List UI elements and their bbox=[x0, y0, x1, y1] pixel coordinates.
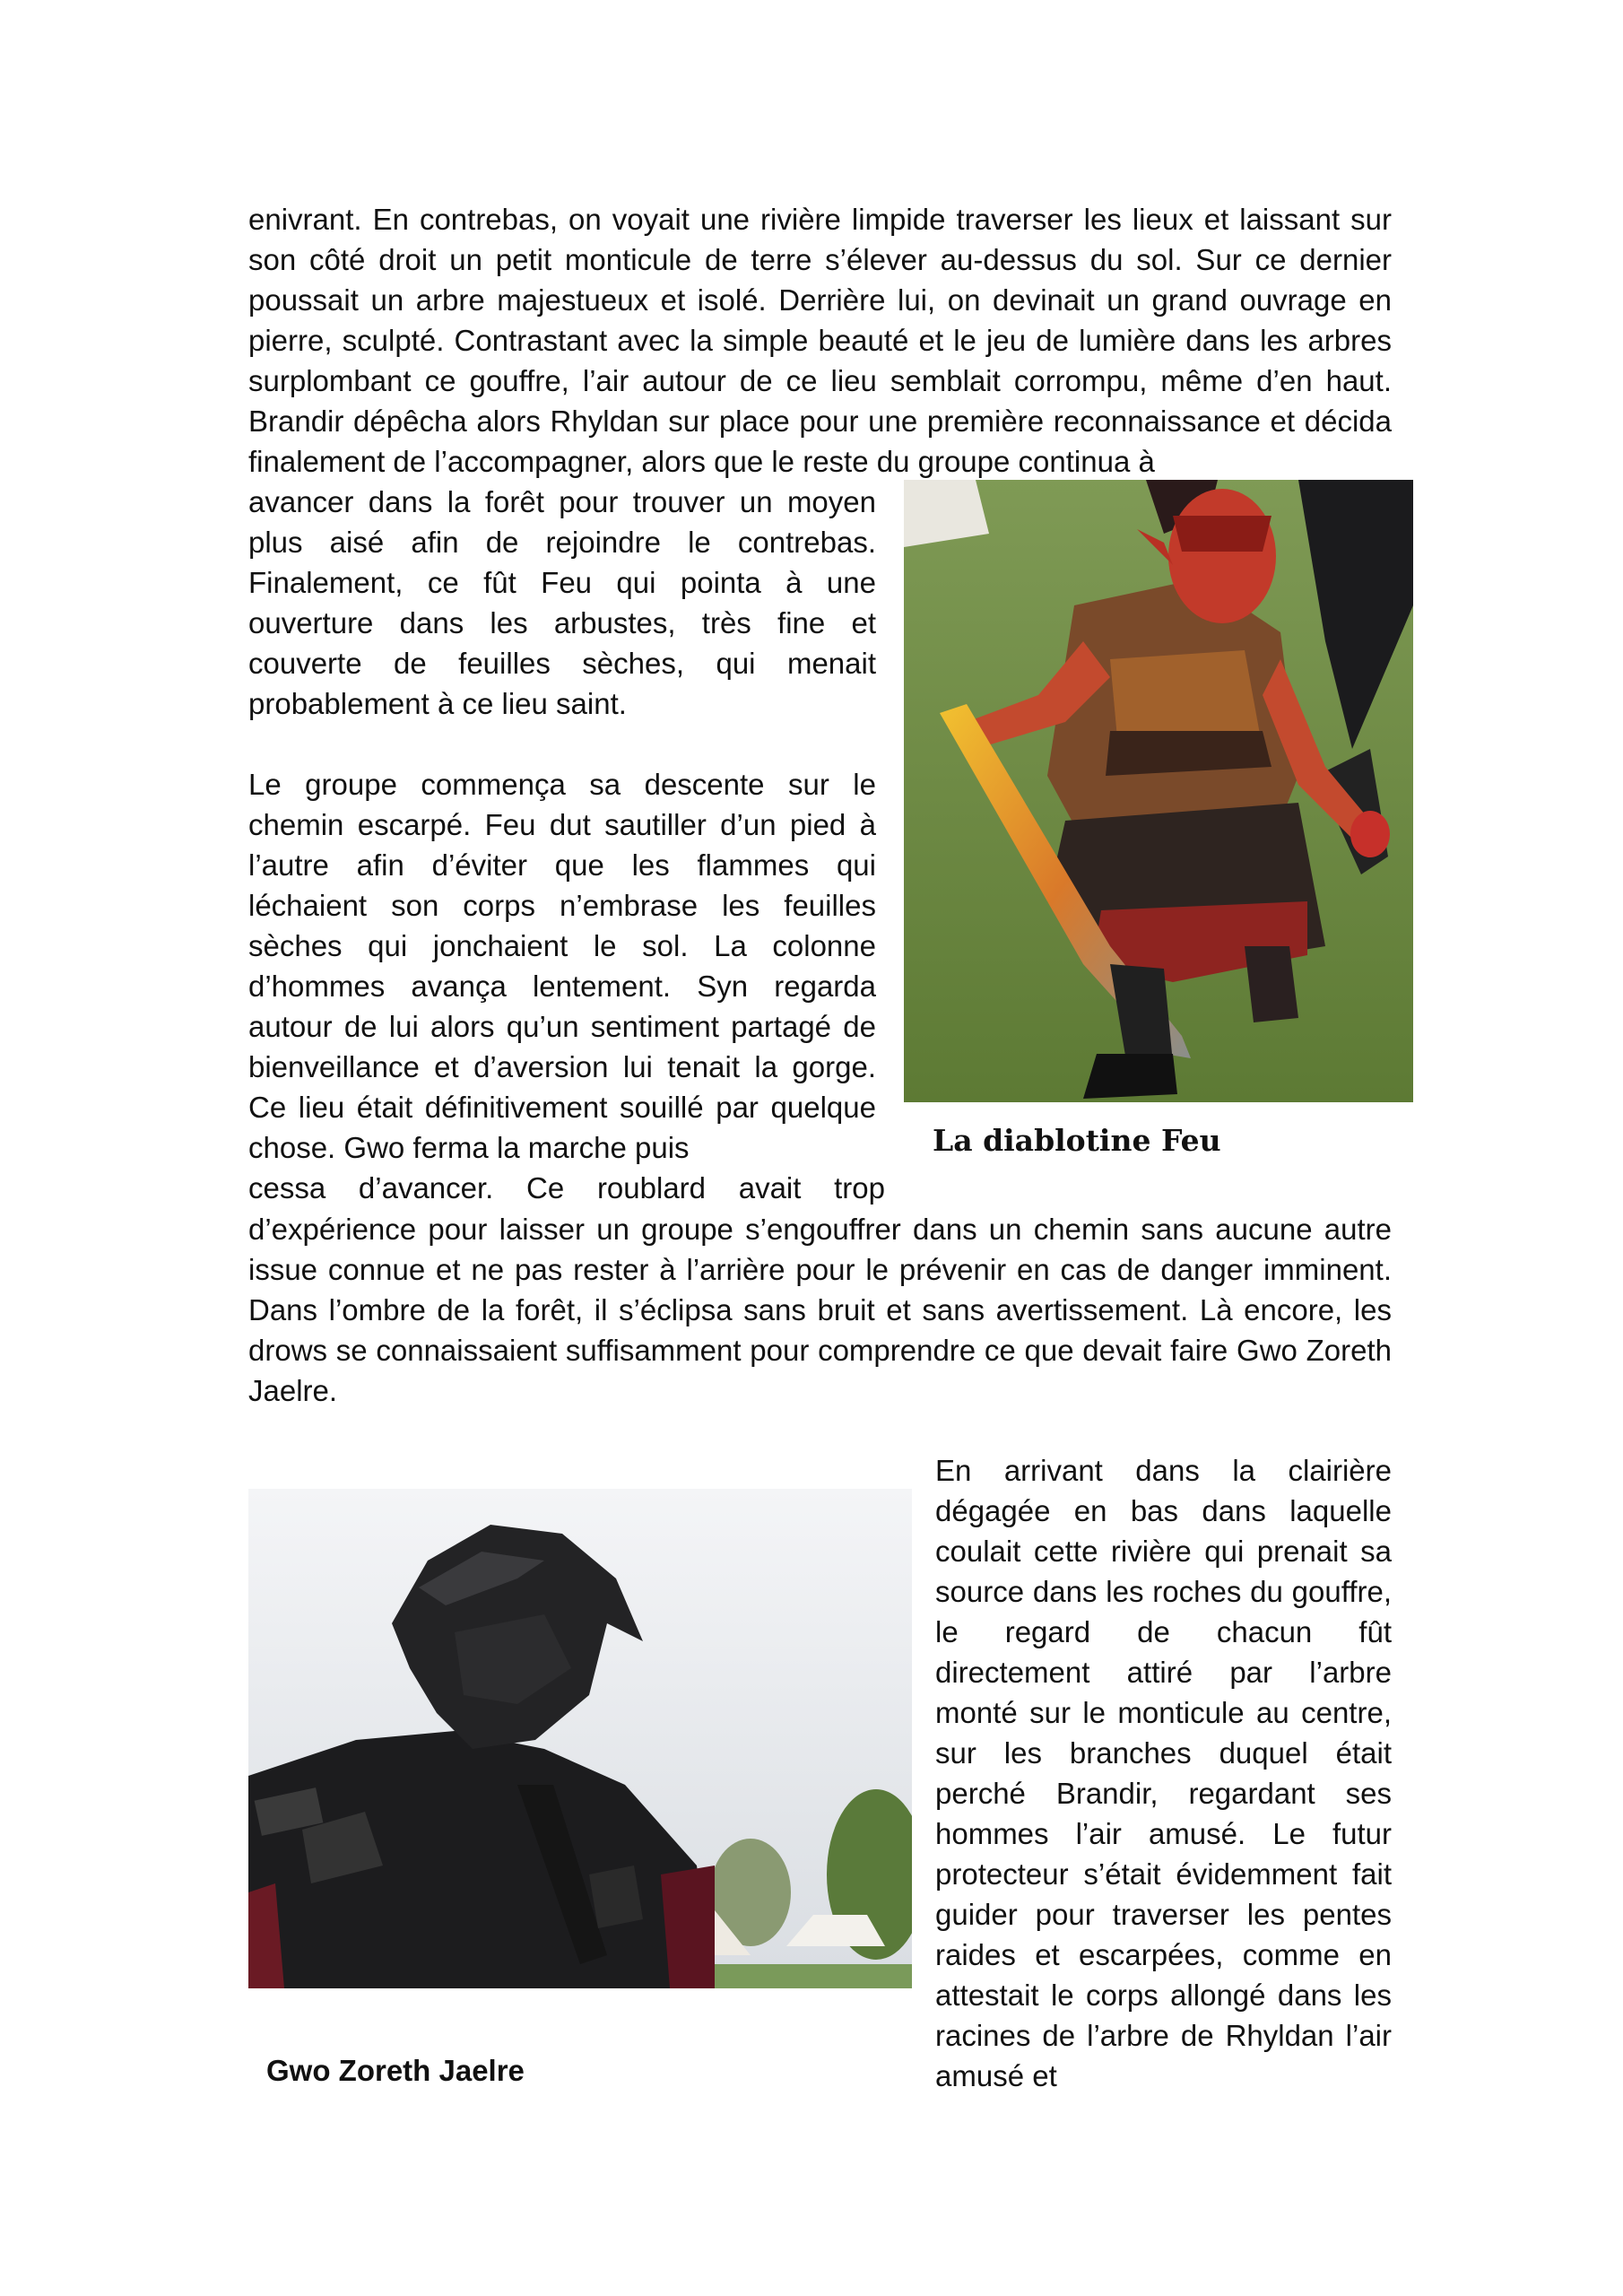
photo-gwo-zoreth-jaelre bbox=[248, 1489, 912, 1988]
caption-feu: La diablotine Feu bbox=[933, 1123, 1221, 1158]
paragraph-descent-continued: cessa d’avancer. Ce roublard avait trop bbox=[248, 1171, 885, 1205]
paragraph-descent: Le groupe commença sa descente sur le chemin escarpé. Feu dut sautiller d’un pied à l’autre afin d’éviter que les flammes qui léchaient son corps n’embrase les feuilles sèches qui jonchaient le sol. La colonne d’hommes avança lentement. Syn regarda autour de lui alors qu’un sentiment partagé de bienveillance et d’aversion lui tenait la gorge. Ce lieu était définitivement souillé par quelque chose. Gwo ferma la marche puis bbox=[248, 768, 876, 1164]
photo-diablotine-feu bbox=[904, 480, 1413, 1102]
caption-gwo: Gwo Zoreth Jaelre bbox=[266, 2054, 525, 2087]
paragraph-forest: avancer dans la forêt pour trouver un moyen plus aisé afin de rejoindre le contrebas. Finalement, ce fût Feu qui pointa à une ouverture dans les arbustes, très fine et couverte de feuilles sèches, qui menait probablement à ce lieu saint. bbox=[248, 485, 876, 720]
paragraph-intro: enivrant. En contrebas, on voyait une rivière limpide traverser les lieux et laissant sur son côté droit un petit monticule de terre s’élever au-dessus du sol. Sur ce dernier poussait un arbre majestueux et isolé. Derrière lui, on devinait un grand ouvrage en pierre, sculpté. Contrastant avec la simple beauté et le jeu de lumière dans les arbres surplombant ce gouffre, l’air autour de ce lieu semblait corrompu, même d’en haut. Brandir dépêcha alors Rhyldan sur place pour une première reconnaissance et décida finalement de l’accompagner, alors que le reste du groupe continua à bbox=[248, 203, 1392, 478]
paragraph-clearing: En arrivant dans la clairière dégagée en bas dans laquelle coulait cette rivière qui prenait sa source dans les roches du gouffre, le regard de chacun fût directement attiré par l’arbre monté sur le monticule au centre, sur les branches duquel était perché Brandir, regardant ses hommes l’air amusé. Le futur protecteur s’était évidemment fait guider pour traverser les pentes raides et escarpées, comme en attestait le corps allongé dans les racines de l’arbre de Rhyldan l’air amusé et bbox=[935, 1454, 1392, 2092]
paragraph-gwo-leaves: d’expérience pour laisser un groupe s’engouffrer dans un chemin sans aucune autre issue connue et ne pas rester à l’arrière pour le prévenir en cas de danger imminent. Dans l’ombre de la forêt, il s’éclipsa sans bruit et sans avertissement. Là encore, les drows se connaissaient suffisamment pour comprendre ce que devait faire Gwo Zoreth Jaelre. bbox=[248, 1213, 1392, 1407]
